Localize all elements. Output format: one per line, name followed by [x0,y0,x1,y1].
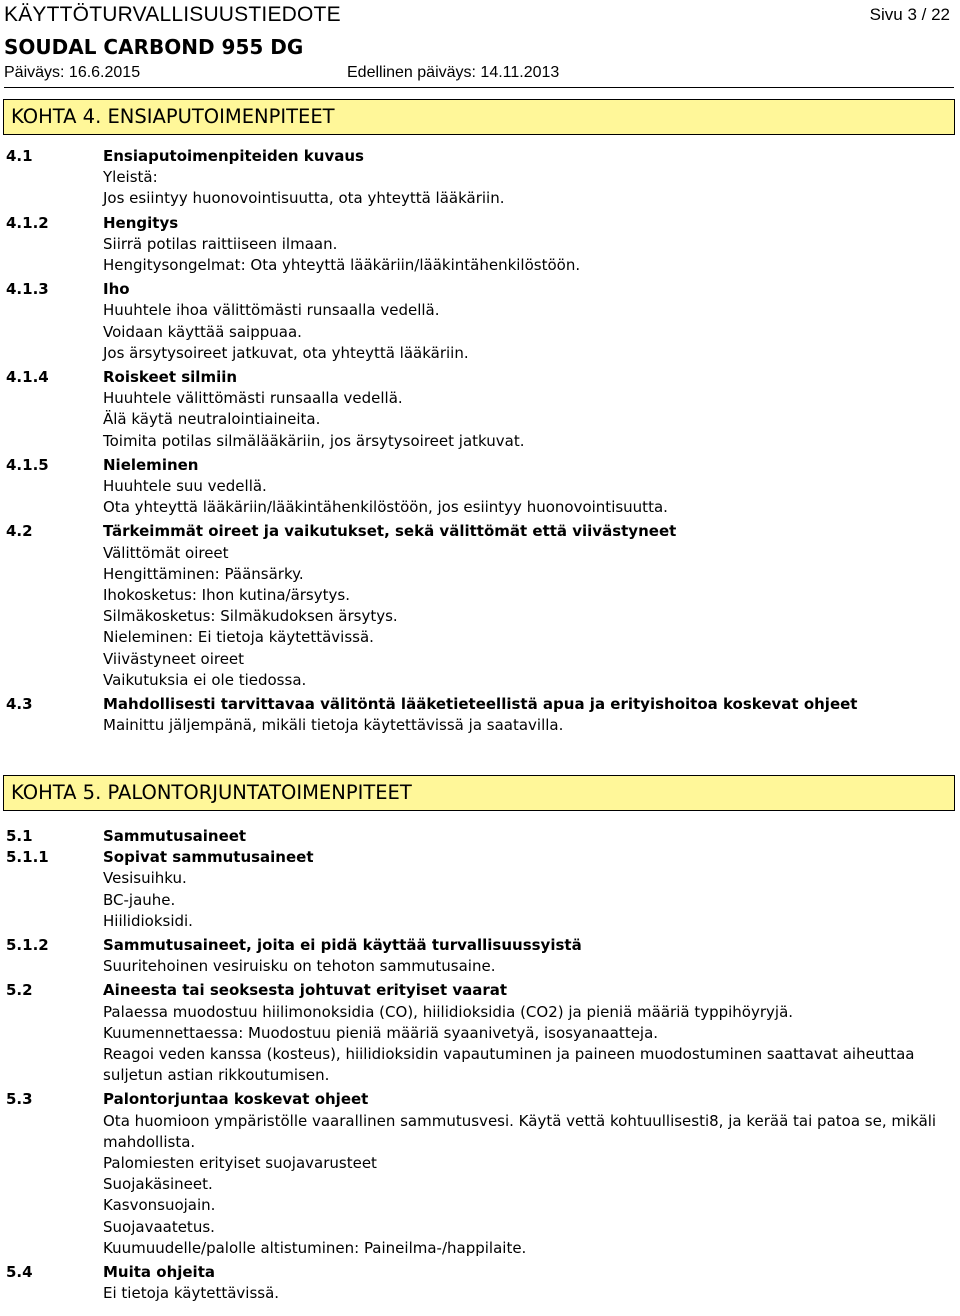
body-line: Jos ärsytysoireet jatkuvat, ota yhteyttä lääkäriin. [103,343,469,362]
section-4-title: KOHTA 4. ENSIAPUTOIMENPITEET [11,105,335,128]
subsection-heading: 4.1.4 Roiskeet silmiin [6,368,238,387]
body-line: Kasvonsuojain. [103,1196,216,1215]
section-5-content [6,826,952,1304]
revision-date: Päiväys: 16.6.2015 [4,64,141,81]
body-line: Palaessa muodostuu hiilimonoksidia (CO), hiilidioksidia (CO2) ja pieniä määriä typpihöyryjä. [103,1002,794,1021]
body-line: BC-jauhe. [103,890,176,909]
body-line: mahdollista. [103,1132,196,1151]
body-line: Suojakäsineet. [103,1175,213,1194]
body-line: Mainittu jäljempänä, mikäli tietoja käytettävissä ja saatavilla. [103,716,564,735]
body-line: Kuumennettaessa: Muodostuu pieniä määriä syaanivetyä, isosyanaatteja. [103,1023,659,1042]
body-line: Kuumuudelle/palolle altistuminen: Paineilma-/happilaite. [103,1238,527,1257]
body-line: Yleistä: [103,168,158,187]
section-5-banner [3,775,955,811]
document-title: KÄYTTÖTURVALLISUUSTIEDOTE [4,3,341,26]
body-line: Vesisuihku. [103,869,187,888]
body-line: Voidaan käyttää saippuaa. [103,322,302,341]
subsection-heading: 5.2 Aineesta tai seoksesta johtuvat erityiset vaarat [6,981,508,1000]
body-line: Siirrä potilas raittiiseen ilmaan. [103,234,338,253]
body-line: Suojavaatetus. [103,1217,215,1236]
body-line: Vaikutuksia ei ole tiedossa. [103,670,307,689]
body-line: Hiilidioksidi. [103,911,193,930]
subsection-heading: 4.1.3 Iho [6,280,130,299]
document-header [4,0,960,100]
section-5-title: KOHTA 5. PALONTORJUNTATOIMENPITEET [11,781,412,804]
body-line: Välittömät oireet [103,543,229,562]
body-line: Hengitysongelmat: Ota yhteyttä lääkäriin/lääkintähenkilöstöön. [103,256,581,275]
header-divider [4,87,954,88]
body-line: Ota huomioon ympäristölle vaarallinen sammutusvesi. Käytä vettä kohtuullisesti8, ja kerää tai patoa se, mikäli [103,1111,937,1130]
subsection-heading: 4.1.2 Hengitys [6,213,179,232]
body-line: Hengittäminen: Päänsärky. [103,564,304,583]
subsection-heading: 5.1.1 Sopivat sammutusaineet [6,848,314,867]
body-line: Ota yhteyttä lääkäriin/lääkintähenkilöstöön, jos esiintyy huonovointisuutta. [103,498,668,517]
body-line: Ihokosketus: Ihon kutina/ärsytys. [103,586,350,605]
body-line: Viivästyneet oireet [103,649,245,668]
section-4-banner [3,99,955,135]
subsection-heading: 5.1.2 Sammutusaineet, joita ei pidä käyttää turvallisuussyistä [6,936,582,955]
body-line: Jos esiintyy huonovointisuutta, ota yhteyttä lääkäriin. [103,189,505,208]
subsection-heading: 4.2 Tärkeimmät oireet ja vaikutukset, sekä välittömät että viivästyneet [6,522,677,541]
body-line: Ei tietoja käytettävissä. [103,1284,280,1303]
body-line: Nieleminen: Ei tietoja käytettävissä. [103,628,374,647]
product-name: SOUDAL CARBOND 955 DG [4,35,304,59]
body-line: Suuritehoinen vesiruisku on tehoton sammutusaine. [103,957,496,976]
subsection-heading: 5.3 Palontorjuntaa koskevat ohjeet [6,1090,369,1109]
subsection-heading: 5.1 Sammutusaineet [6,827,247,845]
body-line: Huuhtele ihoa välittömästi runsaalla vedellä. [103,301,440,320]
subsection-heading: 4.1.5 Nieleminen [6,455,199,474]
body-line: Palomiesten erityiset suojavarusteet [103,1154,377,1173]
body-line: suljetun astian rikkoutumisen. [103,1066,330,1085]
body-line: Huuhtele suu vedellä. [103,477,267,496]
subsection-heading: 4.1 Ensiaputoimenpiteiden kuvaus [6,147,364,165]
subsection-heading: 5.4 Muita ohjeita [6,1263,215,1282]
previous-date: Edellinen päiväys: 14.11.2013 [347,64,560,81]
body-line: Silmäkosketus: Silmäkudoksen ärsytys. [103,607,398,626]
body-line: Reagoi veden kanssa (kosteus), hiilidioksidin vapautuminen ja paineen muodostuminen saattavat aiheuttaa [103,1045,915,1064]
section-4-content [6,146,952,736]
page-number: Sivu 3 / 22 [869,5,950,24]
body-line: Huuhtele välittömästi runsaalla vedellä. [103,389,403,408]
subsection-heading: 4.3 Mahdollisesti tarvittavaa välitöntä lääketieteellistä apua ja erityishoitoa koskevat ohjeet [6,695,858,714]
body-line: Älä käytä neutralointiaineita. [103,410,321,429]
body-line: Toimita potilas silmälääkäriin, jos ärsytysoireet jatkuvat. [103,431,525,450]
